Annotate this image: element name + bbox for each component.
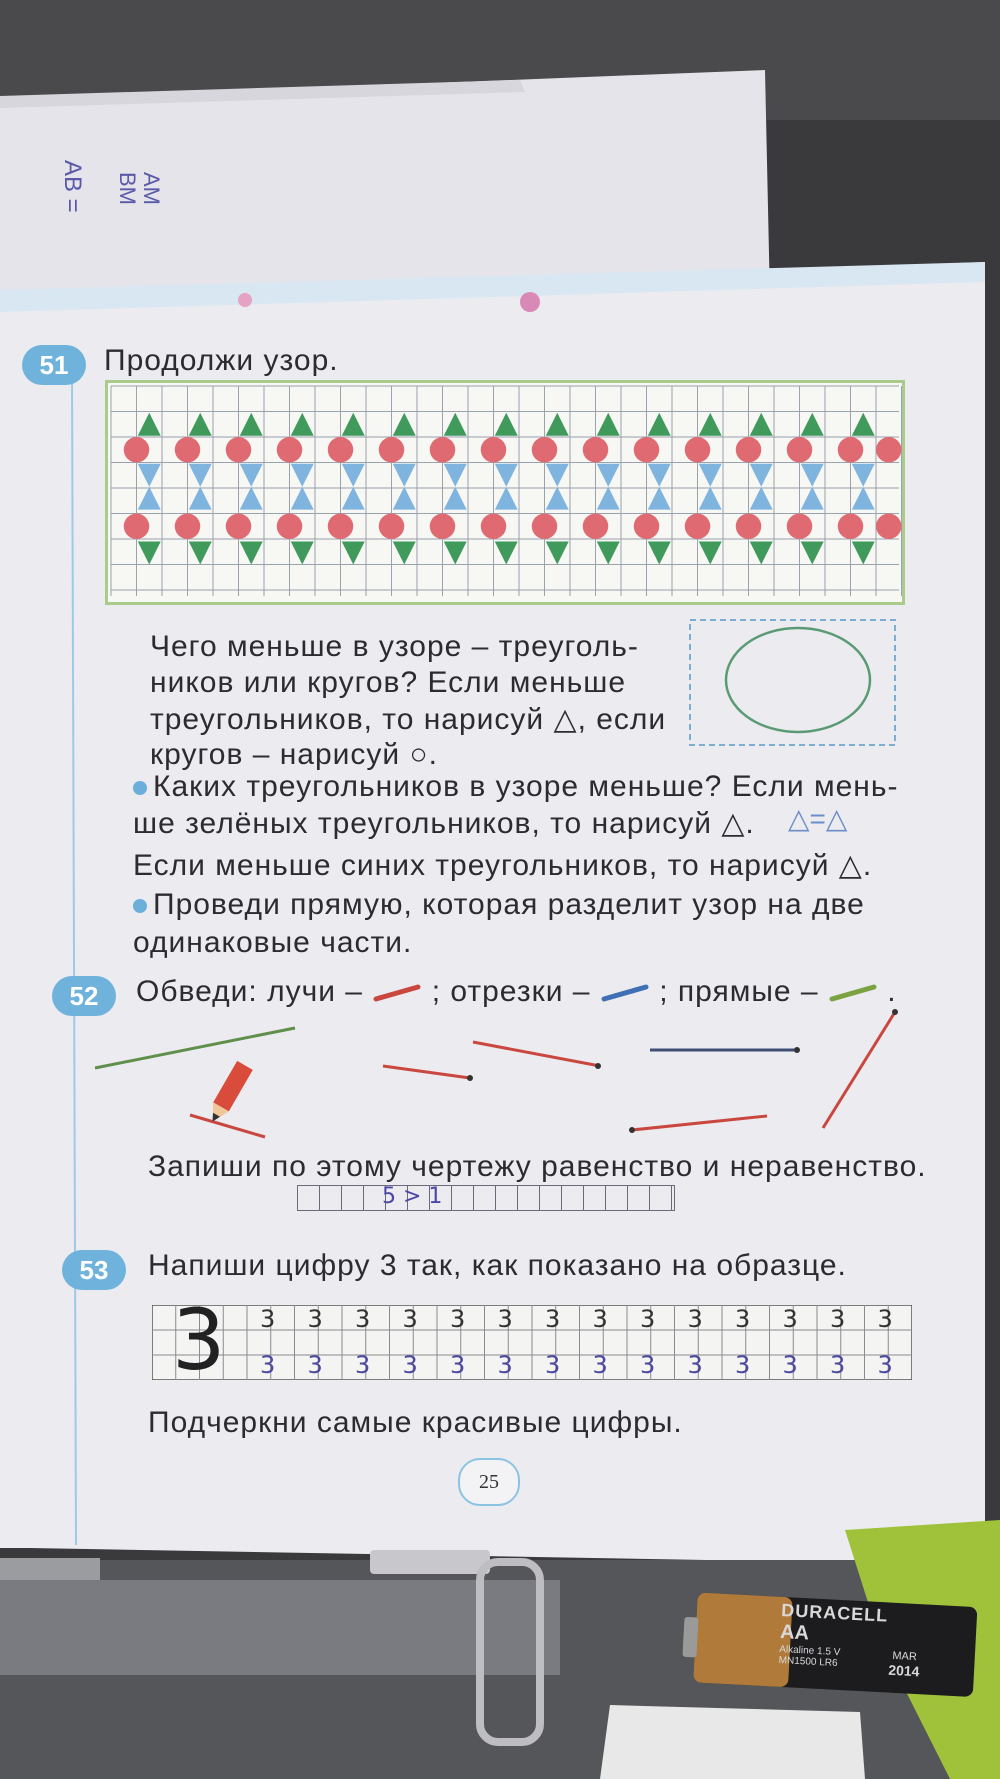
scribble-line: AB = [59, 160, 86, 213]
red-circle [634, 514, 660, 540]
red-circle [583, 437, 609, 463]
practice-digit: 3 [687, 1305, 703, 1333]
bullet2-line-2: одинаковые части. [133, 926, 413, 959]
battery-brand: DURACELL [780, 1600, 889, 1626]
practice-digit: 3 [450, 1351, 466, 1379]
practice-digit: 3 [402, 1351, 418, 1379]
practice-digit: 3 [355, 1305, 371, 1333]
red-circle [430, 514, 456, 540]
red-circle [481, 437, 507, 463]
pattern-grid [105, 380, 905, 605]
drawing-area [0, 1000, 1000, 1150]
practice-digit: 3 [450, 1305, 466, 1333]
practice-digit: 3 [497, 1351, 513, 1379]
instruction-rays: Обведи: лучи – [136, 975, 363, 1008]
answer-cells [297, 1185, 675, 1211]
practice-digit: 3 [782, 1351, 798, 1379]
red-circle [328, 514, 354, 540]
red-circle [124, 514, 150, 540]
red-circle [277, 514, 303, 540]
red-circle [634, 437, 660, 463]
ray-4 [823, 1012, 895, 1128]
exercise-number-53: 53 [62, 1250, 126, 1290]
instruction-segments: ; отрезки – [431, 975, 591, 1008]
practice-digit: 3 [497, 1305, 513, 1333]
answer-mark: △=△ [788, 803, 848, 834]
practice-digit: 3 [735, 1351, 751, 1379]
exercise-53-footer: Подчеркни самые красивые цифры. [148, 1406, 683, 1439]
red-circle [328, 437, 354, 463]
red-circle [685, 437, 711, 463]
red-circle [876, 437, 902, 463]
red-circle [532, 437, 558, 463]
battery-lr: LR6 [818, 1657, 838, 1670]
drawn-circle [726, 628, 870, 732]
exercise-number-52: 52 [52, 976, 116, 1016]
digit-grid [152, 1305, 912, 1380]
red-circle [175, 437, 201, 463]
practice-digit: 3 [830, 1305, 846, 1333]
red-circle [838, 514, 864, 540]
practice-digit: 3 [640, 1351, 656, 1379]
red-circle [787, 514, 813, 540]
exercise-51-title: Продолжи узор. [104, 344, 339, 377]
equation-answer: 5 > 1 [382, 1184, 443, 1209]
practice-digit: 3 [877, 1351, 893, 1379]
practice-digit: 3 [830, 1351, 846, 1379]
ray-1 [383, 1066, 470, 1078]
answer-box [688, 618, 898, 748]
red-circle [379, 437, 405, 463]
red-circle [379, 514, 405, 540]
bullet-dot [133, 899, 147, 913]
practice-digit: 3 [592, 1351, 608, 1379]
instruction-lines: ; прямые – [659, 975, 819, 1008]
battery-date [888, 1650, 921, 1680]
sample-digit: 3 [172, 1291, 226, 1389]
instruction-tail: . [887, 975, 897, 1008]
battery-date-year: 2014 [887, 1661, 920, 1680]
practice-digit: 3 [640, 1305, 656, 1333]
battery-label [778, 1600, 971, 1680]
bullet1-text-1: Каких треугольников в узоре меньше? Если мень- [153, 770, 899, 803]
red-circle [838, 437, 864, 463]
practice-digit: 3 [545, 1351, 561, 1379]
exercise-53-title: Напиши цифру 3 так, как показано на образце. [148, 1249, 847, 1282]
bullet1-line-1 [133, 770, 898, 804]
red-circle [787, 437, 813, 463]
red-circle [685, 514, 711, 540]
practice-digit: 3 [782, 1305, 798, 1333]
question-line-3: треугольников, то нарисуй △, если [150, 703, 667, 736]
practice-digit: 3 [260, 1305, 276, 1333]
practice-digit: 3 [545, 1305, 561, 1333]
battery-voltage: 1.5 V [816, 1645, 841, 1659]
practice-digit: 3 [592, 1305, 608, 1333]
practice-digit: 3 [877, 1305, 893, 1333]
red-circle [481, 514, 507, 540]
red-circle [876, 514, 902, 540]
red-circle [430, 437, 456, 463]
scribble-fraction-bottom: BM [115, 172, 140, 205]
practice-digit: 3 [260, 1351, 276, 1379]
red-circle [736, 514, 762, 540]
battery-date-month: MAR [892, 1649, 918, 1664]
red-circle [226, 514, 252, 540]
practice-digit: 3 [735, 1305, 751, 1333]
practice-digit: 3 [307, 1351, 323, 1379]
red-circle [532, 514, 558, 540]
exercise-number-51: 51 [22, 345, 86, 385]
red-circle [124, 437, 150, 463]
practice-digit: 3 [687, 1351, 703, 1379]
battery-size: AA [779, 1621, 810, 1645]
red-circle [226, 437, 252, 463]
practice-digit: 3 [355, 1351, 371, 1379]
practice-digit: 3 [402, 1305, 418, 1333]
red-circle [736, 437, 762, 463]
red-circle [175, 514, 201, 540]
question-line-1: Чего меньше в узоре – треуголь- [150, 630, 639, 663]
ray-3 [632, 1116, 767, 1130]
ray-5 [190, 1115, 265, 1137]
red-circle [277, 437, 303, 463]
exercise-52-task2: Запиши по этому чертежу равенство и неравенство. [148, 1150, 927, 1183]
green-line [95, 1028, 295, 1068]
battery-type: Alkaline [778, 1644, 815, 1657]
scribble-fraction-top: AM [139, 172, 164, 205]
question-line-4: кругов – нарисуй ○. [150, 738, 438, 771]
red-circle [583, 514, 609, 540]
bullet2-line-1 [133, 888, 865, 922]
ray-2 [473, 1042, 600, 1066]
page-number: 25 [458, 1458, 520, 1506]
bullet1-line-2: ше зелёных треугольников, то нарисуй △. [133, 807, 755, 840]
bullet-dot [133, 781, 147, 795]
pencil-icon [205, 1061, 253, 1126]
question-line-2: ников или кругов? Если меньше [150, 666, 627, 699]
bullet1-line-3: Если меньше синих треугольников, то нарисуй △. [133, 849, 873, 882]
battery-model: MN1500 [778, 1654, 817, 1668]
bullet2-text-1: Проведи прямую, которая разделит узор на две [153, 888, 865, 921]
practice-digit: 3 [307, 1305, 323, 1333]
